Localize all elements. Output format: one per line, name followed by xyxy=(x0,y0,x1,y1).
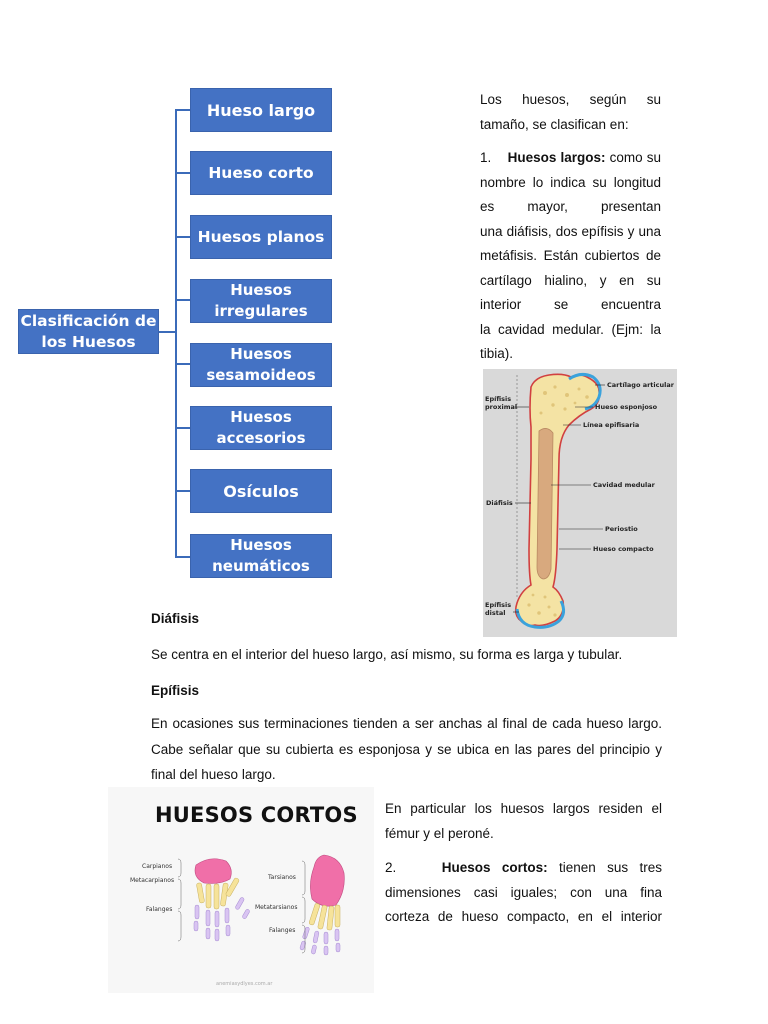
diagram-item-osiculos xyxy=(190,469,332,513)
diagram-item-label: Huesos accesorios xyxy=(216,408,306,447)
cortos-first-line xyxy=(385,856,662,881)
epifisis-line: final del hueso largo. xyxy=(151,767,276,782)
epifisis-heading: Epífisis xyxy=(151,683,200,698)
label-diafisis: Diáfisis xyxy=(486,499,513,507)
epifisis-line: En ocasiones sus terminaciones tienden a ser anchas al final de cada hueso largo. xyxy=(151,716,662,731)
diagram-root-box xyxy=(18,309,159,354)
diagram-item-label: Osículos xyxy=(223,481,299,501)
largos-number: 1. xyxy=(480,150,492,165)
diagram-branch xyxy=(175,236,191,238)
diafisis-heading: Diáfisis xyxy=(151,611,200,626)
residen-line: fémur y el peroné. xyxy=(385,825,494,841)
largos-line: cartílago hialino, y en su xyxy=(480,272,661,288)
largos-line: nombre lo indica su longitud xyxy=(480,174,661,190)
foot-bones-drawing xyxy=(300,855,345,955)
epifisis-line: Cabe señalar que su cubierta es esponjosa y se ubica en las pares del principio y xyxy=(151,741,662,757)
label-carpianos: Carpianos xyxy=(142,863,173,870)
diagram-branch xyxy=(175,490,191,492)
label-cavidad-medular: Cavidad medular xyxy=(593,481,655,489)
label-epifisis-proximal: Epífisis proximal xyxy=(485,395,518,411)
diagram-root-label: Clasificación de los Huesos xyxy=(20,311,157,351)
diagram-item-huesos-neumaticos xyxy=(190,534,332,578)
label-metatarsianos: Metatarsianos xyxy=(255,904,298,911)
diagram-item-label: Hueso largo xyxy=(206,100,316,120)
diagram-connector xyxy=(159,331,176,333)
cortos-paragraph xyxy=(385,856,662,930)
label-tarsianos: Tarsianos xyxy=(268,874,296,881)
largos-line: la cavidad medular. (Ejm: la xyxy=(480,321,661,337)
diagram-item-huesos-sesamoideos xyxy=(190,343,332,387)
label-falanges-foot: Falanges xyxy=(269,927,296,934)
epifisis-paragraph xyxy=(151,711,662,788)
diagram-branch xyxy=(175,556,191,558)
largos-line: una diáfisis, dos epífisis y una xyxy=(480,223,661,239)
label-metacarpianos: Metacarpianos xyxy=(130,877,175,884)
largos-line: metáfisis. Están cubiertos de xyxy=(480,248,661,263)
diagram-item-label: Hueso corto xyxy=(208,163,314,182)
label-hueso-compacto: Hueso compacto xyxy=(593,545,654,553)
cortos-line: tienen sus tres xyxy=(558,860,662,875)
largos-paragraph xyxy=(480,146,661,367)
short-bones-title: HUESOS CORTOS xyxy=(155,803,358,827)
largos-line: tibia). xyxy=(480,346,514,361)
diagram-item-label: Huesos planos xyxy=(197,227,325,246)
residen-line: En particular los huesos largos residen el xyxy=(385,801,662,816)
largos-first-line xyxy=(480,146,661,171)
largos-line: interior se encuentra xyxy=(480,297,661,312)
diagram-item-huesos-planos xyxy=(190,215,332,259)
intro-line: Los huesos, según su xyxy=(480,92,661,107)
cortos-number: 2. xyxy=(385,860,397,875)
diagram-branch xyxy=(175,109,191,111)
label-periostio: Periostio xyxy=(605,525,638,533)
diagram-item-label: Huesos irregulares xyxy=(214,281,308,320)
largos-title: Huesos largos: xyxy=(507,150,606,165)
diagram-item-hueso-largo xyxy=(190,88,332,132)
intro-text xyxy=(480,88,661,137)
hand-foot-illustration xyxy=(108,787,374,993)
diagram-branch xyxy=(175,427,191,429)
label-cartilago-articular: Cartílago articular xyxy=(607,381,674,389)
label-falanges-hand: Falanges xyxy=(146,906,173,913)
label-epifisis-distal: Epífisis distal xyxy=(485,601,512,617)
diagram-branch xyxy=(175,363,191,365)
label-linea-epifisaria: Línea epifisaria xyxy=(583,421,640,429)
label-hueso-esponjoso: Hueso esponjoso xyxy=(595,403,658,411)
diagram-item-huesos-irregulares xyxy=(190,279,332,323)
image-credit: anemiasydlyes.com.ar xyxy=(216,981,273,987)
cortos-line: corteza de hueso compacto, en el interior xyxy=(385,909,662,924)
short-bones-figure xyxy=(108,787,374,993)
diagram-item-hueso-corto xyxy=(190,151,332,195)
diagram-branch xyxy=(175,172,191,174)
cortos-title: Huesos cortos: xyxy=(441,860,548,875)
diagram-item-huesos-accesorios xyxy=(190,406,332,450)
diagram-item-label: Huesos sesamoideos xyxy=(206,345,316,384)
largos-line: es mayor, presentan xyxy=(480,199,661,214)
long-bone-figure xyxy=(483,369,677,637)
diagram-item-label: Huesos neumáticos xyxy=(212,536,310,575)
largos-line: como su xyxy=(609,150,661,165)
diafisis-text: Se centra en el interior del hueso largo, así mismo, su forma es larga y tubular. xyxy=(151,647,623,662)
largos-residen-paragraph xyxy=(385,797,662,846)
hand-bones-drawing xyxy=(194,859,250,941)
diagram-branch xyxy=(175,299,191,301)
intro-line: tamaño, se clasifican en: xyxy=(480,116,629,132)
cortos-line: dimensiones casi iguales; con una fina xyxy=(385,884,662,900)
